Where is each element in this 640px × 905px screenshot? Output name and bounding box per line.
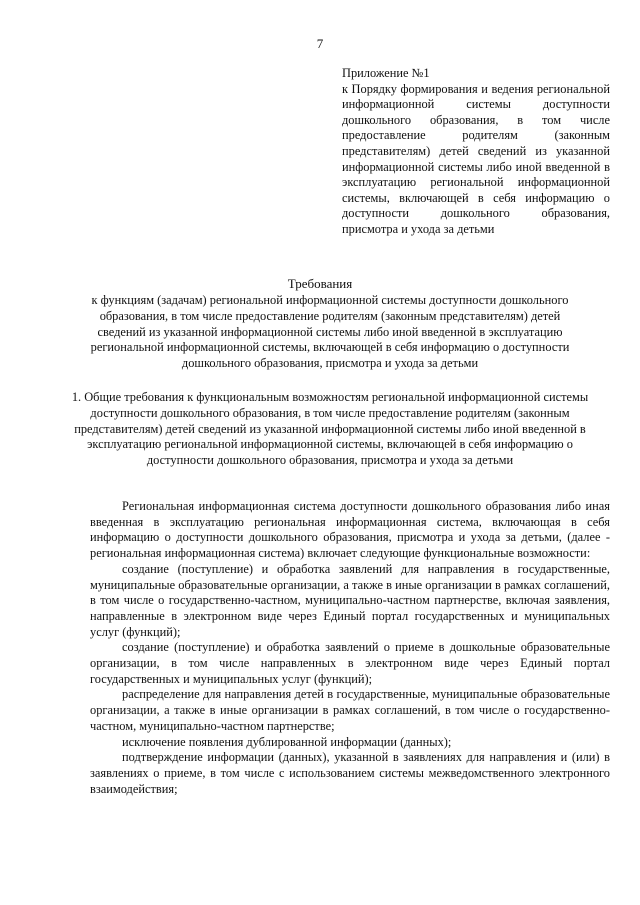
- page-number: 7: [316, 36, 324, 51]
- paragraph-item: создание (поступление) и обработка заявлений для направления в государственные, муниципальные образовательные организации, а также в иные организации в рамках соглашений, в том числе о государственно-частном, муниципально-частном партнерстве, включая заявления, направленные в электронном виде через Единый портал государственных и муниципальных услуг (функций);: [90, 561, 610, 639]
- section-1-heading: 1. Общие требования к функциональным возможностям региональной информационной системы доступности дошкольного образования, в том числе предоставление родителям (законным представителям) детей сведений из указанной информационной системы либо иной введенной в эксплуатацию региональной информационной системы, включающей в себя информацию о доступности дошкольного образования, присмотра и ухода за детьми: [71, 390, 589, 468]
- requirements-subtitle: к функциям (задачам) региональной информационной системы доступности дошкольного образования, в том числе предоставление родителям (законным представителям) детей сведений из указанной информационной системы либо иной введенной в эксплуатацию региональной информационной системы, включающей в себя информацию о доступности дошкольного образования, присмотра и ухода за детьми: [90, 293, 570, 371]
- paragraph-item: исключение появления дублированной информации (данных);: [122, 734, 452, 749]
- paragraph-item: создание (поступление) и обработка заявлений о приеме в дошкольные образовательные организации, в том числе направленных в электронном виде через Единый портал государственных и муниципальных услуг (функций);: [90, 640, 610, 686]
- appendix-body: к Порядку формирования и ведения региональной информационной системы доступности дошкольного образования, в том числе предоставление родителям (законным представителям) детей сведений из указанной информационной системы либо иной введенной в эксплуатацию региональной информационной системы, включающей в себя информацию о доступности дошкольного образования, присмотра и ухода за детьми: [342, 81, 610, 236]
- paragraph-intro: Региональная информационная система доступности дошкольного образования либо иная введенная в эксплуатацию региональная информационная система, включающая в себя информацию о доступности дошкольного образования, присмотра и ухода за детьми, (далее - региональная информационная система) включает следующие функциональные возможности:: [90, 499, 610, 561]
- appendix-title: Приложение №1: [342, 66, 430, 80]
- requirements-title: Требования: [287, 276, 353, 291]
- section-1-body: [90, 499, 610, 797]
- paragraph-item: распределение для направления детей в государственные, муниципальные образовательные организации, а также в иные организации в рамках соглашений, в том числе о государственно-частном, муниципально-частном партнерстве;: [90, 687, 610, 733]
- appendix-block: [342, 66, 610, 238]
- paragraph-item: подтверждение информации (данных), указанной в заявлениях для направления и (или) в заявлениях о приеме, в том числе с использованием системы межведомственного электронного взаимодействия;: [90, 750, 610, 796]
